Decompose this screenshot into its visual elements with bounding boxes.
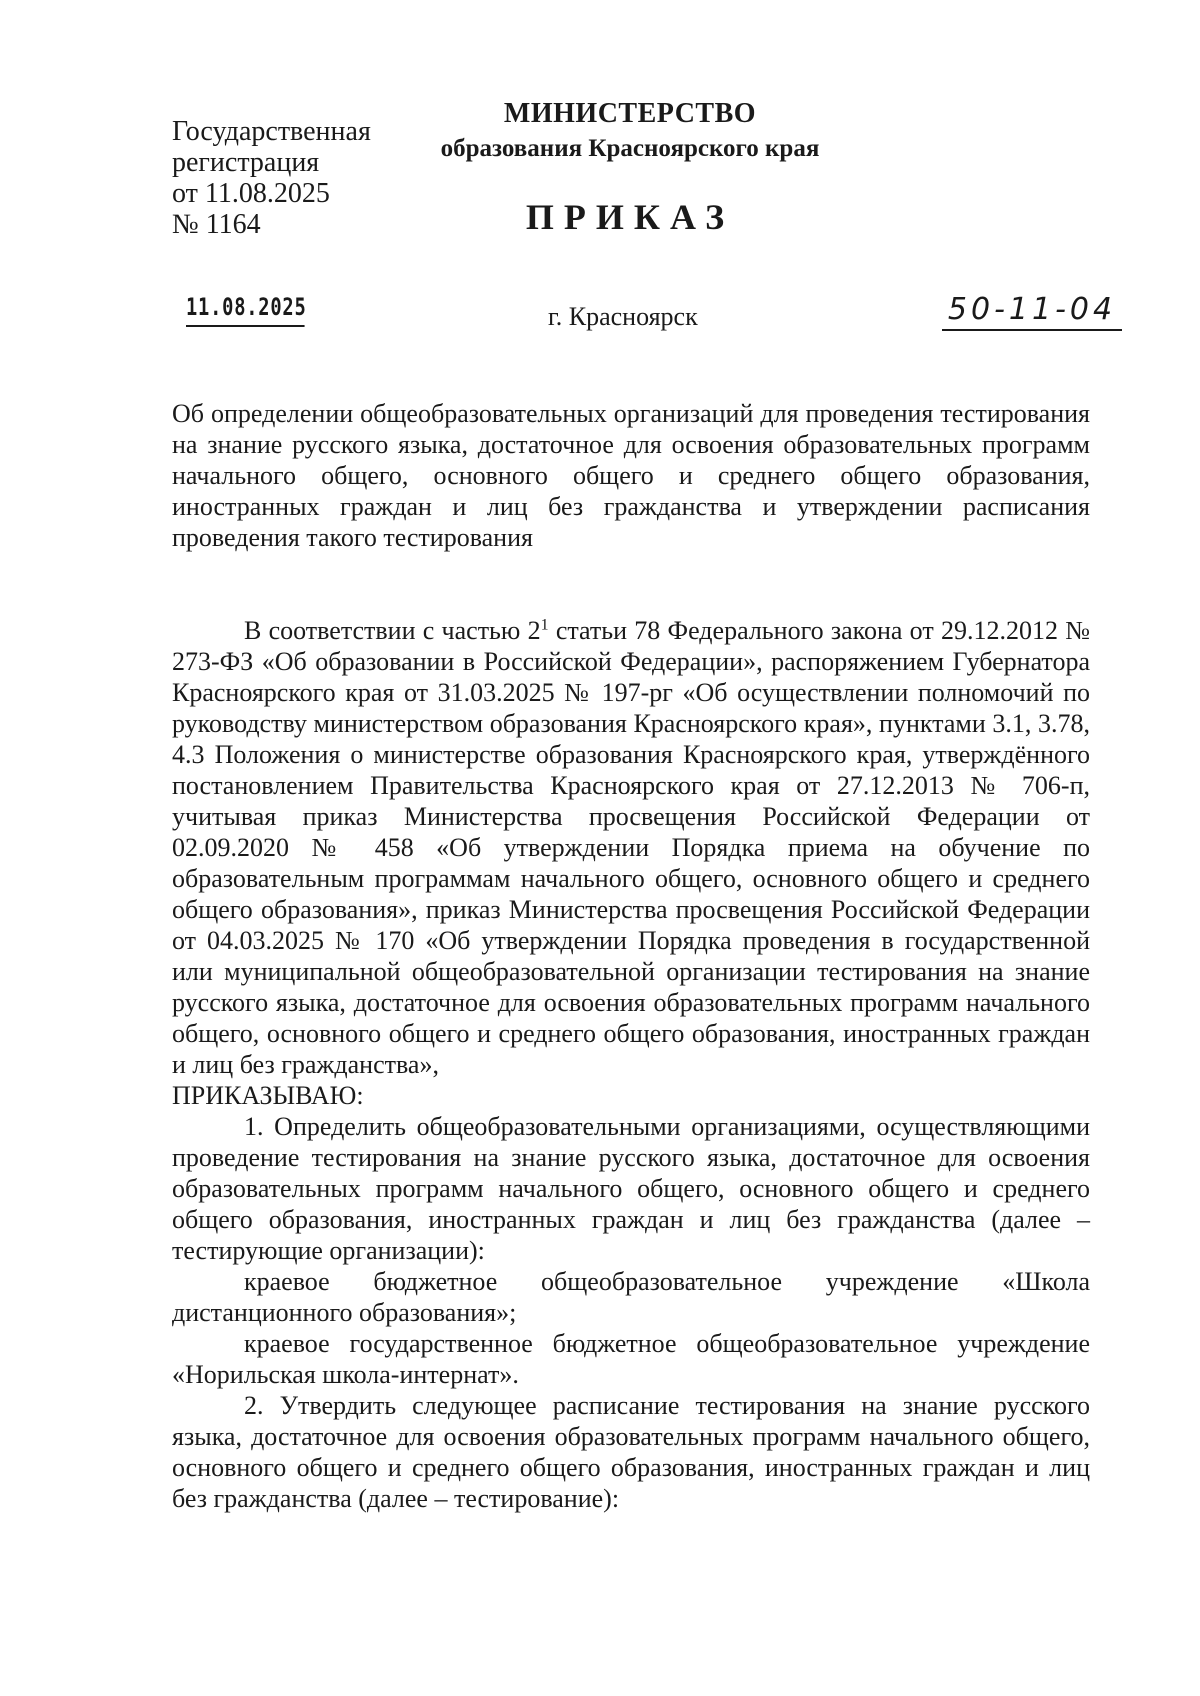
- registration-number: № 1164: [172, 209, 261, 240]
- organization-1: краевое бюджетное общеобразовательное учреждение «Школа дистанционного образования»;: [172, 1267, 1090, 1327]
- item-1: 1. Определить общеобразовательными организациями, осуществляющими проведение тестирования на знание русского языка, достаточное для освоения образовательных программ начального общего, основного общего и среднего общего образования, иностранных граждан и лиц без гражданства (далее – тестирующие организации):: [172, 1112, 1090, 1265]
- ministry-name: МИНИСТЕРСТВО: [503, 98, 757, 129]
- document-type: ПРИКАЗ: [525, 197, 735, 237]
- registration-date: от 11.08.2025: [172, 178, 330, 209]
- order-word: ПРИКАЗЫВАЮ:: [172, 1081, 364, 1110]
- registration-block: [172, 116, 371, 240]
- item-2: 2. Утвердить следующее расписание тестирования на знание русского языка, достаточное для освоения образовательных программ начального общего, основного общего и среднего общего образования, иностранных граждан и лиц без гражданства (далее – тестирование):: [172, 1391, 1090, 1513]
- order-title: Об определении общеобразовательных организаций для проведения тестирования на знание русского языка, достаточное для освоения образовательных программ начального общего, основного общего и среднего общего образования, иностранных граждан и лиц без гражданства и утверждении расписания проведения такого тестирования: [172, 399, 1090, 552]
- order-body: [172, 615, 1090, 1514]
- registration-line-2: регистрация: [172, 147, 320, 178]
- preamble-paragraph: [172, 615, 1090, 1080]
- order-number-handwritten: 50-11-04: [942, 292, 1122, 331]
- order-date-stamp: 11.08.2025: [186, 293, 305, 327]
- registration-line-1: Государственная: [172, 116, 371, 147]
- document-header: [380, 96, 880, 238]
- city-name: г. Красноярск: [548, 302, 698, 331]
- preamble-start: В соответствии с частью 2: [244, 616, 541, 645]
- preamble-rest: статьи 78 Федерального закона от 29.12.2012 № 273-ФЗ «Об образовании в Российской Федерации», распоряжением Губернатора Красноярского края от 31.03.2025 № 197-рг «Об осуществлении полномочий по руководству министерством образования Красноярского края», пунктами 3.1, 3.78, 4.3 Положения о министерстве образования Красноярского края, утверждённого постановлением Правительства Красноярского края от 27.12.2013 № 706-п, учитывая приказ Министерства просвещения Российской Федерации от 02.09.2020 № 458 «Об утверждении Порядка приема на обучение по образовательным программам начального общего, основного общего и среднего общего образования», приказ Министерства просвещения Российской Федерации от 04.03.2025 № 170 «Об утверждении Порядка проведения в государственной или муниципальной общеобразовательной организации тестирования на знание русского языка, достаточное для освоения образовательных программ начального общего, основного общего и среднего общего образования, иностранных граждан и лиц без гражданства»,: [172, 616, 1090, 1079]
- organization-2: краевое государственное бюджетное общеобразовательное учреждение «Норильская школа-интернат».: [172, 1329, 1090, 1389]
- preamble-superscript: 1: [540, 616, 549, 634]
- ministry-region: образования Красноярского края: [440, 135, 820, 162]
